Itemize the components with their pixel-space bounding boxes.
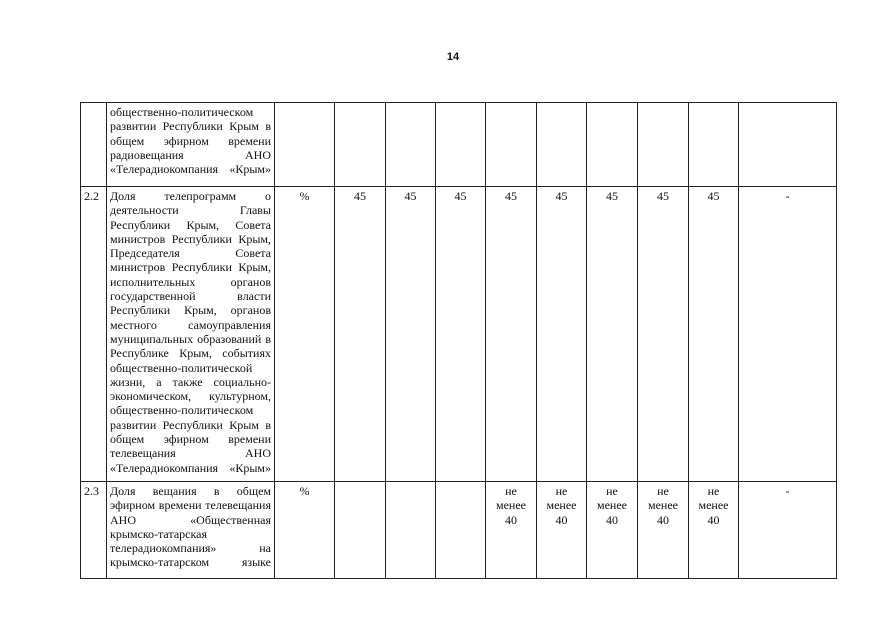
table-row [81,103,837,187]
value-cell: не менее 40 [689,482,739,579]
value-cell [689,103,739,187]
table-row [81,187,837,482]
value-cell [436,482,486,579]
table-row [81,482,837,579]
note-cell [739,103,837,187]
value-cell [638,103,689,187]
indicator-description: общественно-политическом развитии Республики Крым в общем эфирном времени радиовещания АНО «Телерадиокомпания «Крым» [107,103,275,187]
value-cell [537,103,587,187]
value-cell [386,103,436,187]
value-cell: 45 [486,187,537,482]
unit-cell: % [275,187,335,482]
note-cell: - [739,187,837,482]
indicators-table [80,102,837,579]
indicator-description: Доля телепрограмм о деятельности Главы Республики Крым, Совета министров Республики Крым, Председателя Совета министров Республики Крым, исполнительных органов государственной власти Республики Крым, органов местного самоуправления муниципальных образований в Республике Крым, событиях общественно-политической жизни, а также социально- экономическом, культурном, общественно-политическом развитии Республики Крым в общем эфирном времени телевещания АНО «Телерадиокомпания «Крым» [107,187,275,482]
value-cell: не менее 40 [537,482,587,579]
value-cell: не менее 40 [587,482,638,579]
value-cell: 45 [335,187,386,482]
value-cell [335,482,386,579]
unit-cell: % [275,482,335,579]
value-cell: 45 [689,187,739,482]
value-cell [335,103,386,187]
unit-cell [275,103,335,187]
value-cell: 45 [537,187,587,482]
row-number: 2.3 [81,482,107,579]
row-number [81,103,107,187]
indicator-description: Доля вещания в общем эфирном времени телевещания АНО «Общественная крымско-татарская телерадиокомпания» на крымско-татарском языке [107,482,275,579]
value-cell: не менее 40 [638,482,689,579]
value-cell: 45 [436,187,486,482]
value-cell [436,103,486,187]
row-number: 2.2 [81,187,107,482]
value-cell [486,103,537,187]
value-cell: 45 [638,187,689,482]
value-cell [587,103,638,187]
value-cell: не менее 40 [486,482,537,579]
note-cell: - [739,482,837,579]
page-number: 14 [446,51,460,63]
value-cell: 45 [386,187,436,482]
value-cell [386,482,436,579]
value-cell: 45 [587,187,638,482]
